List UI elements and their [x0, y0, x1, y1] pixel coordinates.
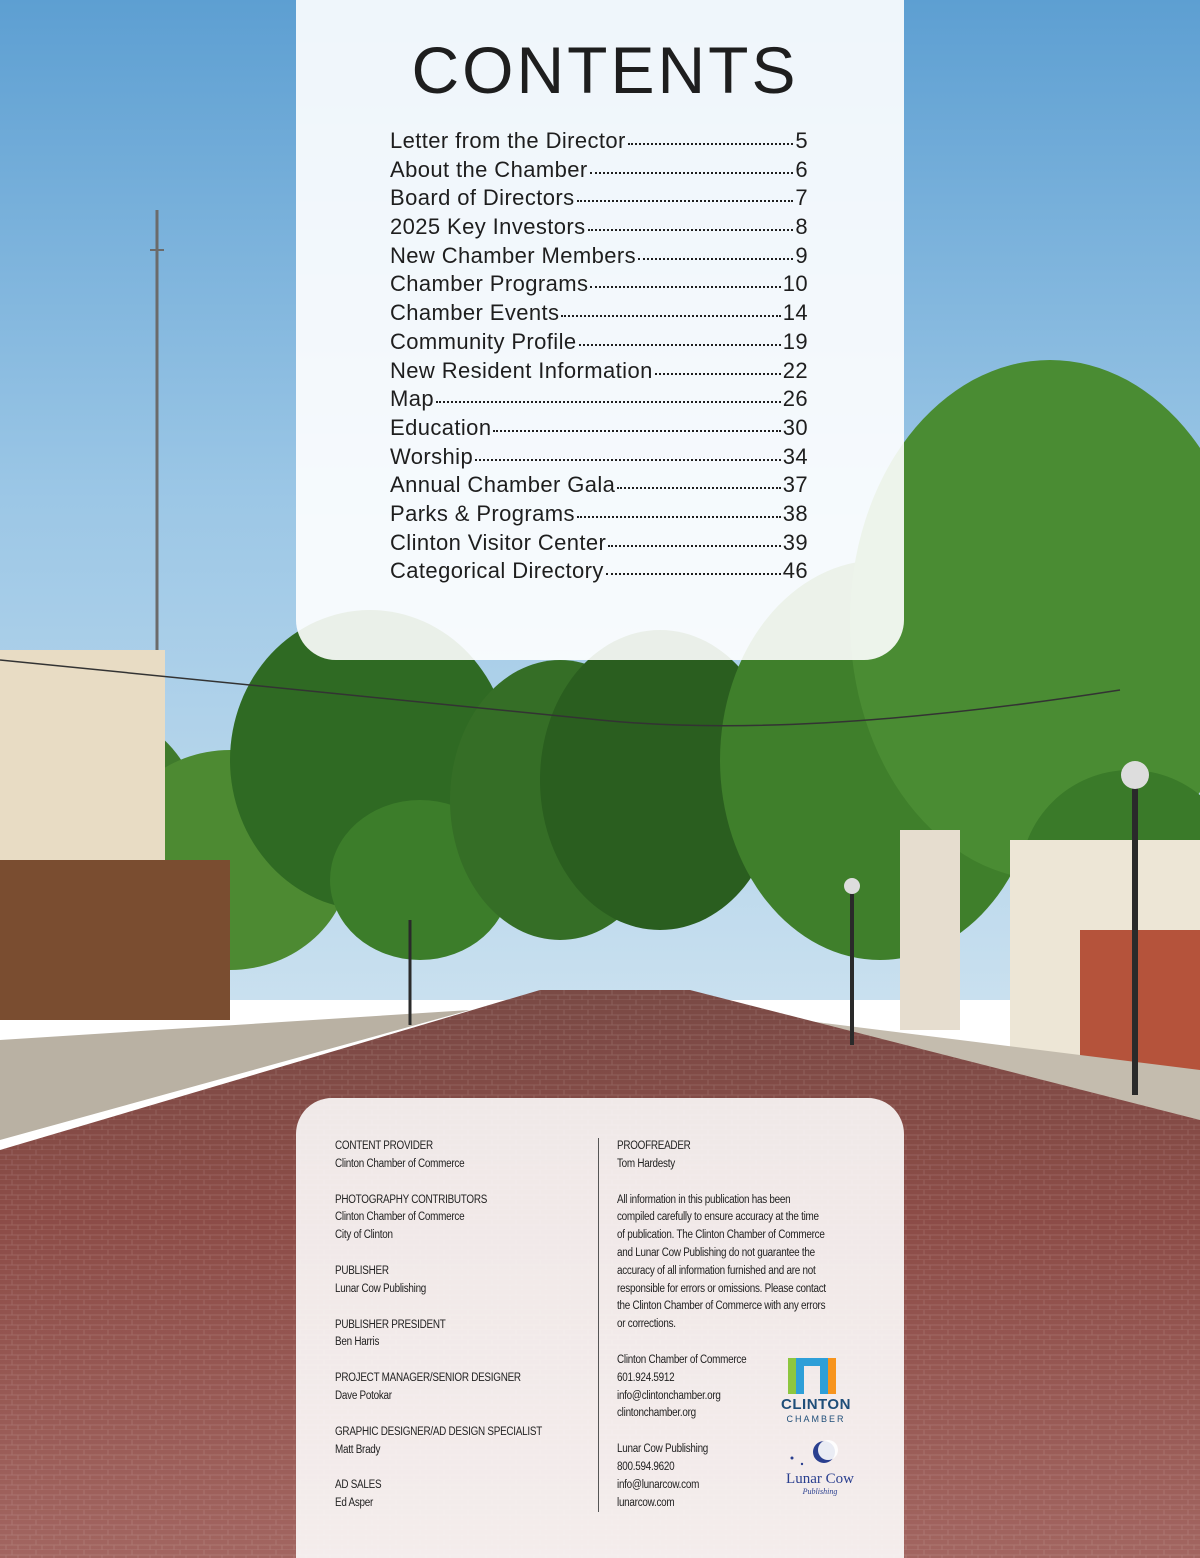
credit-name: Ed Asper — [335, 1497, 374, 1510]
toc-entry[interactable] — [390, 271, 808, 300]
toc-entry[interactable] — [390, 558, 808, 587]
disclaimer-line: compiled carefully to ensure accuracy at the time — [617, 1211, 819, 1224]
toc-entry-label: Categorical Directory — [390, 558, 604, 584]
credit-block — [335, 1424, 585, 1460]
credits-divider — [598, 1138, 599, 1512]
chamber-contact-line: info@clintonchamber.org — [617, 1389, 721, 1402]
chamber-contact-line: Clinton Chamber of Commerce — [617, 1353, 747, 1366]
disclaimer-line: and Lunar Cow Publishing do not guarantee the — [617, 1246, 815, 1259]
toc-entry-label: Community Profile — [390, 328, 577, 354]
toc-entry[interactable] — [390, 501, 808, 530]
credit-name: Dave Potokar — [335, 1389, 392, 1402]
lunar-cow-publishing-word: Publishing — [802, 1487, 838, 1496]
toc-entry[interactable] — [390, 157, 808, 186]
toc-entry-page: 8 — [795, 214, 808, 240]
toc-dot-leader — [577, 516, 781, 518]
toc-entry-page: 26 — [782, 386, 808, 412]
disclaimer-text — [617, 1192, 867, 1334]
toc-entry-page: 14 — [782, 300, 808, 326]
credit-name: City of Clinton — [335, 1229, 393, 1242]
toc-entry[interactable] — [390, 329, 808, 358]
toc-dot-leader — [436, 401, 781, 403]
proofreader-heading: PROOFREADER — [617, 1140, 691, 1152]
toc-dot-leader — [655, 373, 781, 375]
toc-entry-page: 6 — [795, 156, 808, 182]
credit-block — [335, 1138, 585, 1174]
toc-dot-leader — [590, 286, 780, 288]
disclaimer-line: accuracy of all information furnished and are not — [617, 1264, 816, 1277]
disclaimer-line: the Clinton Chamber of Commerce with any errors — [617, 1300, 826, 1313]
disclaimer-line: All information in this publication has been — [617, 1193, 791, 1206]
toc-entry-page: 30 — [782, 414, 808, 440]
toc-entry[interactable] — [390, 472, 808, 501]
publisher-contact-line: 800.594.9620 — [617, 1460, 675, 1473]
publisher-contact-line: info@lunarcow.com — [617, 1478, 700, 1491]
credit-name: Clinton Chamber of Commerce — [335, 1211, 465, 1224]
toc-entry-label: Letter from the Director — [390, 128, 626, 153]
toc-dot-leader — [590, 172, 794, 174]
toc-entry[interactable] — [390, 415, 808, 444]
clinton-logo-word: CLINTON — [781, 1396, 851, 1413]
toc-entry[interactable] — [390, 214, 808, 243]
proofreader-block — [617, 1138, 867, 1174]
credit-heading: PHOTOGRAPHY CONTRIBUTORS — [335, 1193, 488, 1206]
lunar-cow-logo-word: Lunar Cow — [786, 1471, 854, 1487]
credit-block — [335, 1317, 585, 1353]
toc-entry-label: Education — [390, 414, 492, 440]
toc-entry-page: 34 — [782, 443, 808, 469]
toc-entry-page: 22 — [782, 357, 808, 383]
credit-heading: PUBLISHER PRESIDENT — [335, 1318, 446, 1331]
toc-entry-page: 10 — [782, 271, 808, 297]
contents-title: CONTENTS — [411, 33, 799, 107]
toc-dot-leader — [493, 430, 780, 432]
contents-panel — [296, 0, 904, 660]
toc-entry[interactable] — [390, 300, 808, 329]
credit-block — [335, 1370, 585, 1406]
toc-dot-leader — [588, 229, 794, 231]
disclaimer-line: responsible for errors or omissions. Please contact — [617, 1282, 826, 1295]
toc-entry-label: About the Chamber — [390, 156, 588, 182]
publisher-contact-line: Lunar Cow Publishing — [617, 1443, 709, 1456]
toc-entry-page: 19 — [782, 328, 808, 354]
chamber-contact-line: clintonchamber.org — [617, 1407, 696, 1420]
toc-entry[interactable] — [390, 358, 808, 387]
credit-heading: PROJECT MANAGER/SENIOR DESIGNER — [335, 1372, 521, 1385]
credits-panel — [296, 1098, 904, 1558]
toc-entry-label: Worship — [390, 443, 474, 469]
credit-name: Clinton Chamber of Commerce — [335, 1157, 465, 1170]
publisher-contact-line: lunarcow.com — [617, 1496, 675, 1509]
toc-entry-page: 9 — [795, 242, 808, 268]
toc-entry-page: 5 — [795, 128, 808, 153]
toc-entry-label: New Resident Information — [390, 357, 653, 383]
chamber-contact-line: 601.924.5912 — [617, 1371, 675, 1384]
toc-entry-page: 38 — [782, 500, 808, 526]
toc-dot-leader — [638, 258, 793, 260]
toc-dot-leader — [577, 200, 794, 202]
toc-entry[interactable] — [390, 530, 808, 559]
toc-entry-label: Map — [390, 386, 434, 412]
toc-entry-label: Chamber Events — [390, 300, 560, 326]
toc-dot-leader — [606, 573, 781, 575]
credit-name: Lunar Cow Publishing — [335, 1282, 427, 1295]
credit-block — [335, 1192, 585, 1245]
toc-dot-leader — [617, 487, 780, 489]
toc-dot-leader — [628, 143, 794, 145]
toc-entry[interactable] — [390, 185, 808, 214]
toc-entry[interactable] — [390, 386, 808, 415]
proofreader-name: Tom Hardesty — [617, 1157, 675, 1170]
toc-entry-page: 46 — [782, 558, 808, 584]
chamber-logo-word: CHAMBER — [786, 1414, 846, 1424]
credit-heading: PUBLISHER — [335, 1264, 389, 1277]
toc-entry-label: New Chamber Members — [390, 242, 637, 268]
toc-entry-label: Chamber Programs — [390, 271, 589, 297]
toc-dot-leader — [561, 315, 780, 317]
credit-heading: AD SALES — [335, 1479, 382, 1492]
credit-name: Ben Harris — [335, 1336, 380, 1349]
credit-heading: CONTENT PROVIDER — [335, 1140, 433, 1152]
credit-block — [335, 1477, 585, 1513]
credits-left-column — [335, 1138, 585, 1531]
toc-entry-label: Annual Chamber Gala — [390, 472, 616, 498]
toc-entry-label: 2025 Key Investors — [390, 214, 586, 240]
toc-entry-page: 39 — [782, 529, 808, 555]
toc-entry[interactable] — [390, 243, 808, 272]
toc-dot-leader — [475, 459, 781, 461]
toc-entry-page: 37 — [782, 472, 808, 498]
table-of-contents — [390, 128, 808, 587]
toc-entry[interactable] — [390, 444, 808, 473]
disclaimer-line: of publication. The Clinton Chamber of Commerce — [617, 1229, 825, 1242]
credit-block — [335, 1263, 585, 1299]
credit-name: Matt Brady — [335, 1443, 381, 1456]
toc-dot-leader — [608, 545, 780, 547]
disclaimer-line: or corrections. — [617, 1318, 676, 1331]
toc-entry-label: Parks & Programs — [390, 500, 575, 526]
toc-entry[interactable] — [390, 128, 808, 157]
toc-entry-label: Board of Directors — [390, 185, 575, 211]
credit-heading: GRAPHIC DESIGNER/AD DESIGN SPECIALIST — [335, 1425, 542, 1438]
toc-entry-label: Clinton Visitor Center — [390, 529, 607, 555]
toc-entry-page: 7 — [795, 185, 808, 211]
toc-dot-leader — [579, 344, 781, 346]
